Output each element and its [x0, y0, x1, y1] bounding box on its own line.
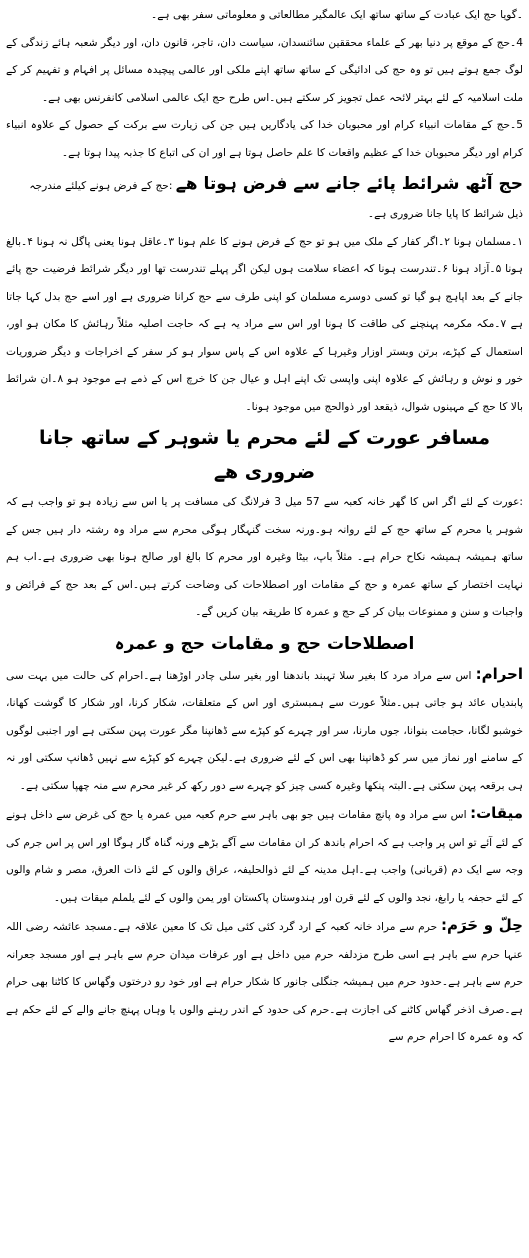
- term-miqat: میقات:: [470, 804, 523, 822]
- heading-hajj-terms: اصطلاحات حج و مقامات حج و عمرہ: [114, 633, 415, 654]
- paragraph-conditions-list: ۱۔مسلمان ہونا ۲۔اگر کفار کے ملک میں ہو تو حج کے فرض ہونے کا علم ہونا ۳۔عاقل ہونا یعنی پاگل نہ ہونا ۴۔بالغ ہونا ۵۔آزاد ہونا ۶۔تندرست ہونا کہ اعضاء سلامت ہوں لیکن اگر پہلے تندرست تھا اور دیگر شرائط فرضیت حج پائے جانے کے بعد اپاہج ہو گیا تو کسی دوسرے مسلمان کو اپنی طرف سے حج کرانا ضروری ہے اور اسے حج بدل کہا جاتا ہے ۷۔مکہ مکرمہ پہنچنے کی طاقت کا ہونا اور اس سے مراد یہ ہے کہ حاجت اصلیہ مثلاً رہائش کا مکان ہو اور، استعمال کے کپڑے، برتن وبستر اوزار وغیرہا کے علاوہ اس کے پاس سوار ہو کر سفر کے اخراجات و دیگر ضروریات خور و نوش و رہائش کے علاوہ اپنی واپسی تک اپنے اہل و عیال جن کا خرچ اس کے ذمے ہے موجود ہو ۸۔ان شرائط بالا کا حج کے مہینوں شوال، ذیقعد اور ذوالحج میں موجود ہونا۔: [6, 235, 524, 413]
- paragraph-conditions-intro: ذیل شرائط کا پایا جانا ضروری ہے۔: [367, 208, 523, 220]
- paragraph-miqat: [6, 800, 523, 912]
- text-ihram: اس سے مراد مرد کا بغیر سلا تہبند باندھنا اور بغیر سلی چادر اوڑھنا ہے۔احرام کی حالت میں بہت سی پابندیاں عائد ہو جاتی ہیں۔مثلاً عورت سے ہمبستری اور اس کے متعلقات، شکار کرنا، اور شکار کا گوشت کھانا، خوشبو لگانا، حجامت بنوانا، جوں مارنا، سر اور چہرے کو کپڑے سے ڈھانپنا مگر عورت پہن سکتی ہے اور اجنبی لوگوں کے سامنے اور نماز میں سر کو ڈھانپنا بھی اس کے لئے ضروری ہے۔لیکن چہرے کو کپڑے سے نہیں ڈھانپ سکتی اور نہ ہی برقعہ پہن سکتی ہے۔البتہ پنکھا وغیرہ کسی چیز کو چہرے سے دور رکھ کر غیر محرم سے منہ چھپا سکتی ہے۔: [6, 669, 523, 792]
- paragraph-ihram: [6, 661, 523, 801]
- paragraph-pilgrimage-study: ۔گویا حج ایک عبادت کے ساتھ ساتھ ایک عالمگیر مطالعاتی و معلوماتی سفر بھی ہے۔: [150, 9, 523, 21]
- paragraph-point-5: 5۔حج کے مقامات انبیاء کرام اور محبوبان خدا کی یادگاریں ہیں جن کی زیارت سے برکت کے حصول کے علاوہ انبیاء کرام اور دیگر محبوبان خدا کے عظیم واقعات کا علم حاصل ہوتا ہے اور ان کی اتباع کا جذبہ پیدا ہوتا ہے۔: [6, 119, 523, 159]
- heading-eight-conditions: حج آٹھ شرائط پائے جانے سے فرض ہوتا ھے: [175, 174, 523, 194]
- conditions-heading-line: [6, 167, 523, 201]
- heading-woman-traveler: مسافر عورت کے لئے محرم یا شوہر کے ساتھ جانا ضروری ھے: [38, 427, 491, 483]
- paragraph-woman-mahram: :عورت کے لئے اگر اس کا گھر خانہ کعبہ سے 57 میل 3 فرلانگ کی مسافت پر یا اس سے زیادہ ہو تو واجب ہے کہ شوہر یا محرم کے ساتھ حج کے لئے روانہ ہو۔ورنہ سخت گنہگار ہوگی محرم سے مراد وہ رشتہ دار ہیں جس کے ساتھ ہمیشہ ہمیشہ نکاح حرام ہے۔ مثلاً باپ، بیٹا وغیرہ اور محرم کا بالغ اور صالح ہونا بھی ضروری ہے۔اب ہم نہایت اختصار کے ساتھ عمرہ و حج کے مقامات اور اصطلاحات کی وضاحت کرتے ہیں۔اس کے بعد حج کے فرائض و واجبات و سنن و ممنوعات بیان کر کے حج و عمرہ کا طریقہ بیان کریں گے۔: [6, 496, 523, 618]
- term-hill-haram: حِلّ و حَرَم:: [440, 916, 523, 934]
- paragraph-point-4: 4۔حج کے موقع پر دنیا بھر کے علماء محققین سائنسدان، سیاست دان، تاجر، قانون دان، اور دیگر شعبہ ہائے زندگی کے لوگ جمع ہوتے ہیں تو وہ حج کی ادائیگی کے ساتھ ساتھ اپنے ملکی اور عالمی پیچیدہ مسائل پر افہام و تفہیم کر کے ملت اسلامیہ کے لئے بہتر لائحہ عمل تجویز کر سکتے ہیں۔اس طرح حج ایک عالمی اسلامی کانفرنس بھی ہے۔: [6, 36, 523, 104]
- term-ihram: احرام:: [475, 664, 523, 683]
- text-hill-haram: حرم سے مراد خانہ کعبہ کے ارد گرد کئی کئی میل تک کا معین علاقہ ہے۔مسجد عائشہ رضی اللہ عنہا حرم سے باہر ہے اسی طرح مزدلفہ حرم میں داخل ہے اور عرفات میدان حرم سے باہر ہے اور مسجد جعرانہ حرم سے باہر ہے۔حدود حرم میں ہمیشہ جنگلی جانور کا شکار حرام ہے اور خود رو درختوں وگھاس کا کاٹنا بھی حرام ہے۔صرف اذخر گھاس کاٹنے کی اجازت ہے۔حرم کی حدود کے اندر رہنے والوں یا وہاں پہنچ جانے والے کے لئے حکم ہے کہ وہ عمرہ کا احرام حرم سے: [6, 921, 523, 1043]
- text-miqat: اس سے مراد وہ پانچ مقامات ہیں جو بھی باہر سے حرم کعبہ میں عمرہ یا حج کی غرض سے داخل ہونے کے لئے آئے تو اس پر واجب ہے کہ احرام باندھ کر ان مقامات سے آگے بڑھے ورنہ گناہ گار ہوگا اور اس پر اس جرم کی وجہ سے ایک دم (قربانی) واجب ہے۔اہل مدینہ کے لئے ذوالحلیفہ، عراق والوں کے لئے ذات العرق، مصر و شام والوں کے لئے حجفہ یا رابغ، نجد والوں کے لئے قرن اور ہندوستان پاکستان اور یمن والوں کے لئے یلملم میقات ہیں۔: [6, 809, 523, 904]
- paragraph-hill-haram: [6, 912, 523, 1052]
- heading-eight-conditions-tail: :حج کے فرض ہونے کیلئے مندرجہ: [29, 180, 173, 192]
